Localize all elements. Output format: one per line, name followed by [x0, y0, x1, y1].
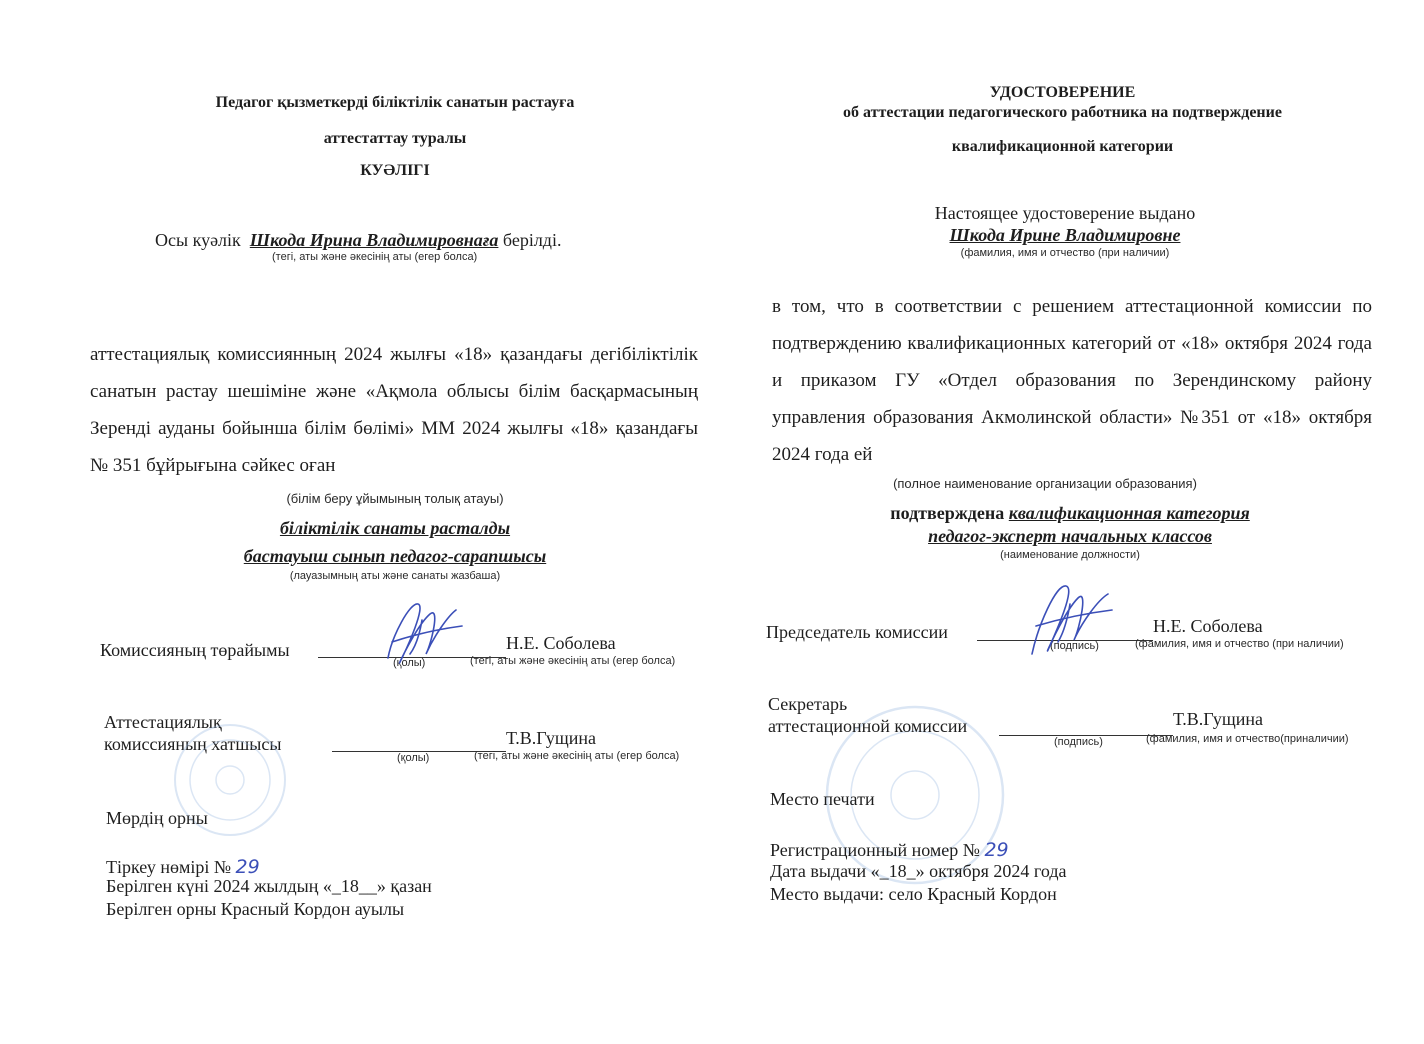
- ru-confirmed-line1: [800, 503, 1340, 524]
- kz-org-caption: (білім беру ұйымының толық атауы): [286, 491, 504, 506]
- ru-secretary-label1: Секретарь: [768, 694, 848, 714]
- kz-title-line2: аттестаттау туралы: [323, 130, 467, 147]
- ru-reg-line: [770, 839, 1009, 861]
- ru-issued-line: Настоящее удостоверение выдано: [934, 203, 1196, 223]
- kz-issued-caption: (тегі, аты және әкесінің аты (егер болса): [272, 251, 478, 263]
- ru-recipient-name: Шкода Ирине Владимировне: [949, 225, 1181, 245]
- ru-chair-name: Н.Е. Соболева: [1153, 616, 1263, 636]
- ru-secretary-name: Т.В.Гущина: [1173, 709, 1264, 729]
- kz-reg-line: [106, 856, 260, 878]
- ru-position-caption: (наименование должности): [1000, 549, 1140, 561]
- kz-secretary-sign-caption: (қолы): [397, 752, 430, 764]
- kz-recipient-name: Шкода Ирина Владимировнаға: [249, 230, 499, 250]
- ru-secretary-sign-caption: (подпись): [1054, 736, 1103, 748]
- kz-secretary-label2: комиссияның хатшысы: [104, 734, 282, 754]
- kz-chair-label: Комиссияның төрайымы: [100, 640, 290, 660]
- ru-main-paragraph: в том, что в соответствии с решением аттестационной комиссии по подтверждению квалификационных категорий от «18» октября 2024 года и приказом ГУ «Отдел образования по Зерендинскому району управления образования Акмолинской области» №351 от «18» октября 2024 года ей: [772, 296, 1372, 465]
- kz-confirmed-line2: бастауыш сынып педагог-сарапшысы: [243, 546, 547, 566]
- ru-chair-sign-caption: (подпись): [1050, 640, 1099, 652]
- kz-chair-name-caption: (тегі, аты және әкесінің аты (егер болса): [470, 655, 676, 667]
- kz-chair-signature: [370, 596, 470, 676]
- kz-secretary-name: Т.В.Гущина: [506, 728, 597, 748]
- ru-title-line3: квалификационной категории: [951, 138, 1174, 155]
- ru-seal-label: Место печати: [770, 789, 875, 809]
- kz-date-line: Берілген күні 2024 жылдың «_18__» қазан: [106, 876, 432, 896]
- kz-place-line: Берілген орны Красный Кордон ауылы: [106, 899, 405, 919]
- kz-reg-label: Тіркеу нөмірі №: [106, 857, 232, 877]
- kz-title-line3: КУӘЛІГІ: [360, 162, 430, 179]
- kz-title-line1: Педагог қызметкерді біліктілік санатын растауға: [215, 94, 575, 111]
- ru-secretary-label2: аттестационной комиссии: [768, 716, 968, 736]
- kz-confirmed-line1: біліктілік санаты расталды: [279, 518, 511, 538]
- kz-main-paragraph: аттестациялық комиссиянның 2024 жылғы «18» қазандағы дегібіліктілік санатын растау шешіміне және «Ақмола облысы білім басқармасының Зеренді ауданы бойынша білім бөлімі» ММ 2024 жылғы «18» қазандағы № 351 бұйрығына сәйкес оған: [90, 344, 698, 476]
- kz-issued-prefix: Осы куәлік: [155, 230, 241, 250]
- kz-secretary-label1: Аттестациялық: [104, 712, 222, 732]
- ru-secretary-name-caption: (фамилия, имя и отчество(приналичии): [1146, 733, 1349, 745]
- ru-chair-name-caption: (фамилия, имя и отчество (при наличии): [1135, 638, 1344, 650]
- ru-org-caption: (полное наименование организации образования): [893, 476, 1197, 491]
- kz-chair-sign-caption: (қолы): [393, 657, 426, 669]
- kz-seal-label: Мөрдің орны: [106, 808, 208, 828]
- ru-title-line1: УДОСТОВЕРЕНИЕ: [989, 84, 1136, 101]
- kz-issued-line: [155, 230, 561, 251]
- ru-chair-label: Председатель комиссии: [766, 622, 948, 642]
- ru-reg-number: 29: [984, 839, 1009, 861]
- ru-date-line: Дата выдачи «_18_» октября 2024 года: [770, 861, 1067, 881]
- ru-confirmed-line2: педагог-эксперт начальных классов: [928, 526, 1212, 546]
- ru-title-line2: об аттестации педагогического работника на подтверждение: [843, 104, 1282, 121]
- ru-confirmed-category: квалификационная категория: [1008, 503, 1250, 523]
- ru-confirmed-prefix: подтверждена: [890, 503, 1005, 523]
- ru-issued-caption: (фамилия, имя и отчество (при наличии): [960, 247, 1170, 259]
- kz-chair-name: Н.Е. Соболева: [506, 633, 616, 653]
- kz-secretary-name-caption: (тегі, аты және әкесінің аты (егер болса): [474, 750, 680, 762]
- ru-chair-signature: [1012, 576, 1122, 666]
- kz-position-caption: (лауазымның аты және санаты жазбаша): [289, 570, 501, 582]
- ru-reg-label: Регистрационный номер №: [770, 840, 980, 860]
- ru-place-line: Место выдачи: село Красный Кордон: [770, 884, 1057, 904]
- kz-issued-suffix: берілді.: [502, 230, 562, 250]
- kz-reg-number: 29: [235, 856, 260, 878]
